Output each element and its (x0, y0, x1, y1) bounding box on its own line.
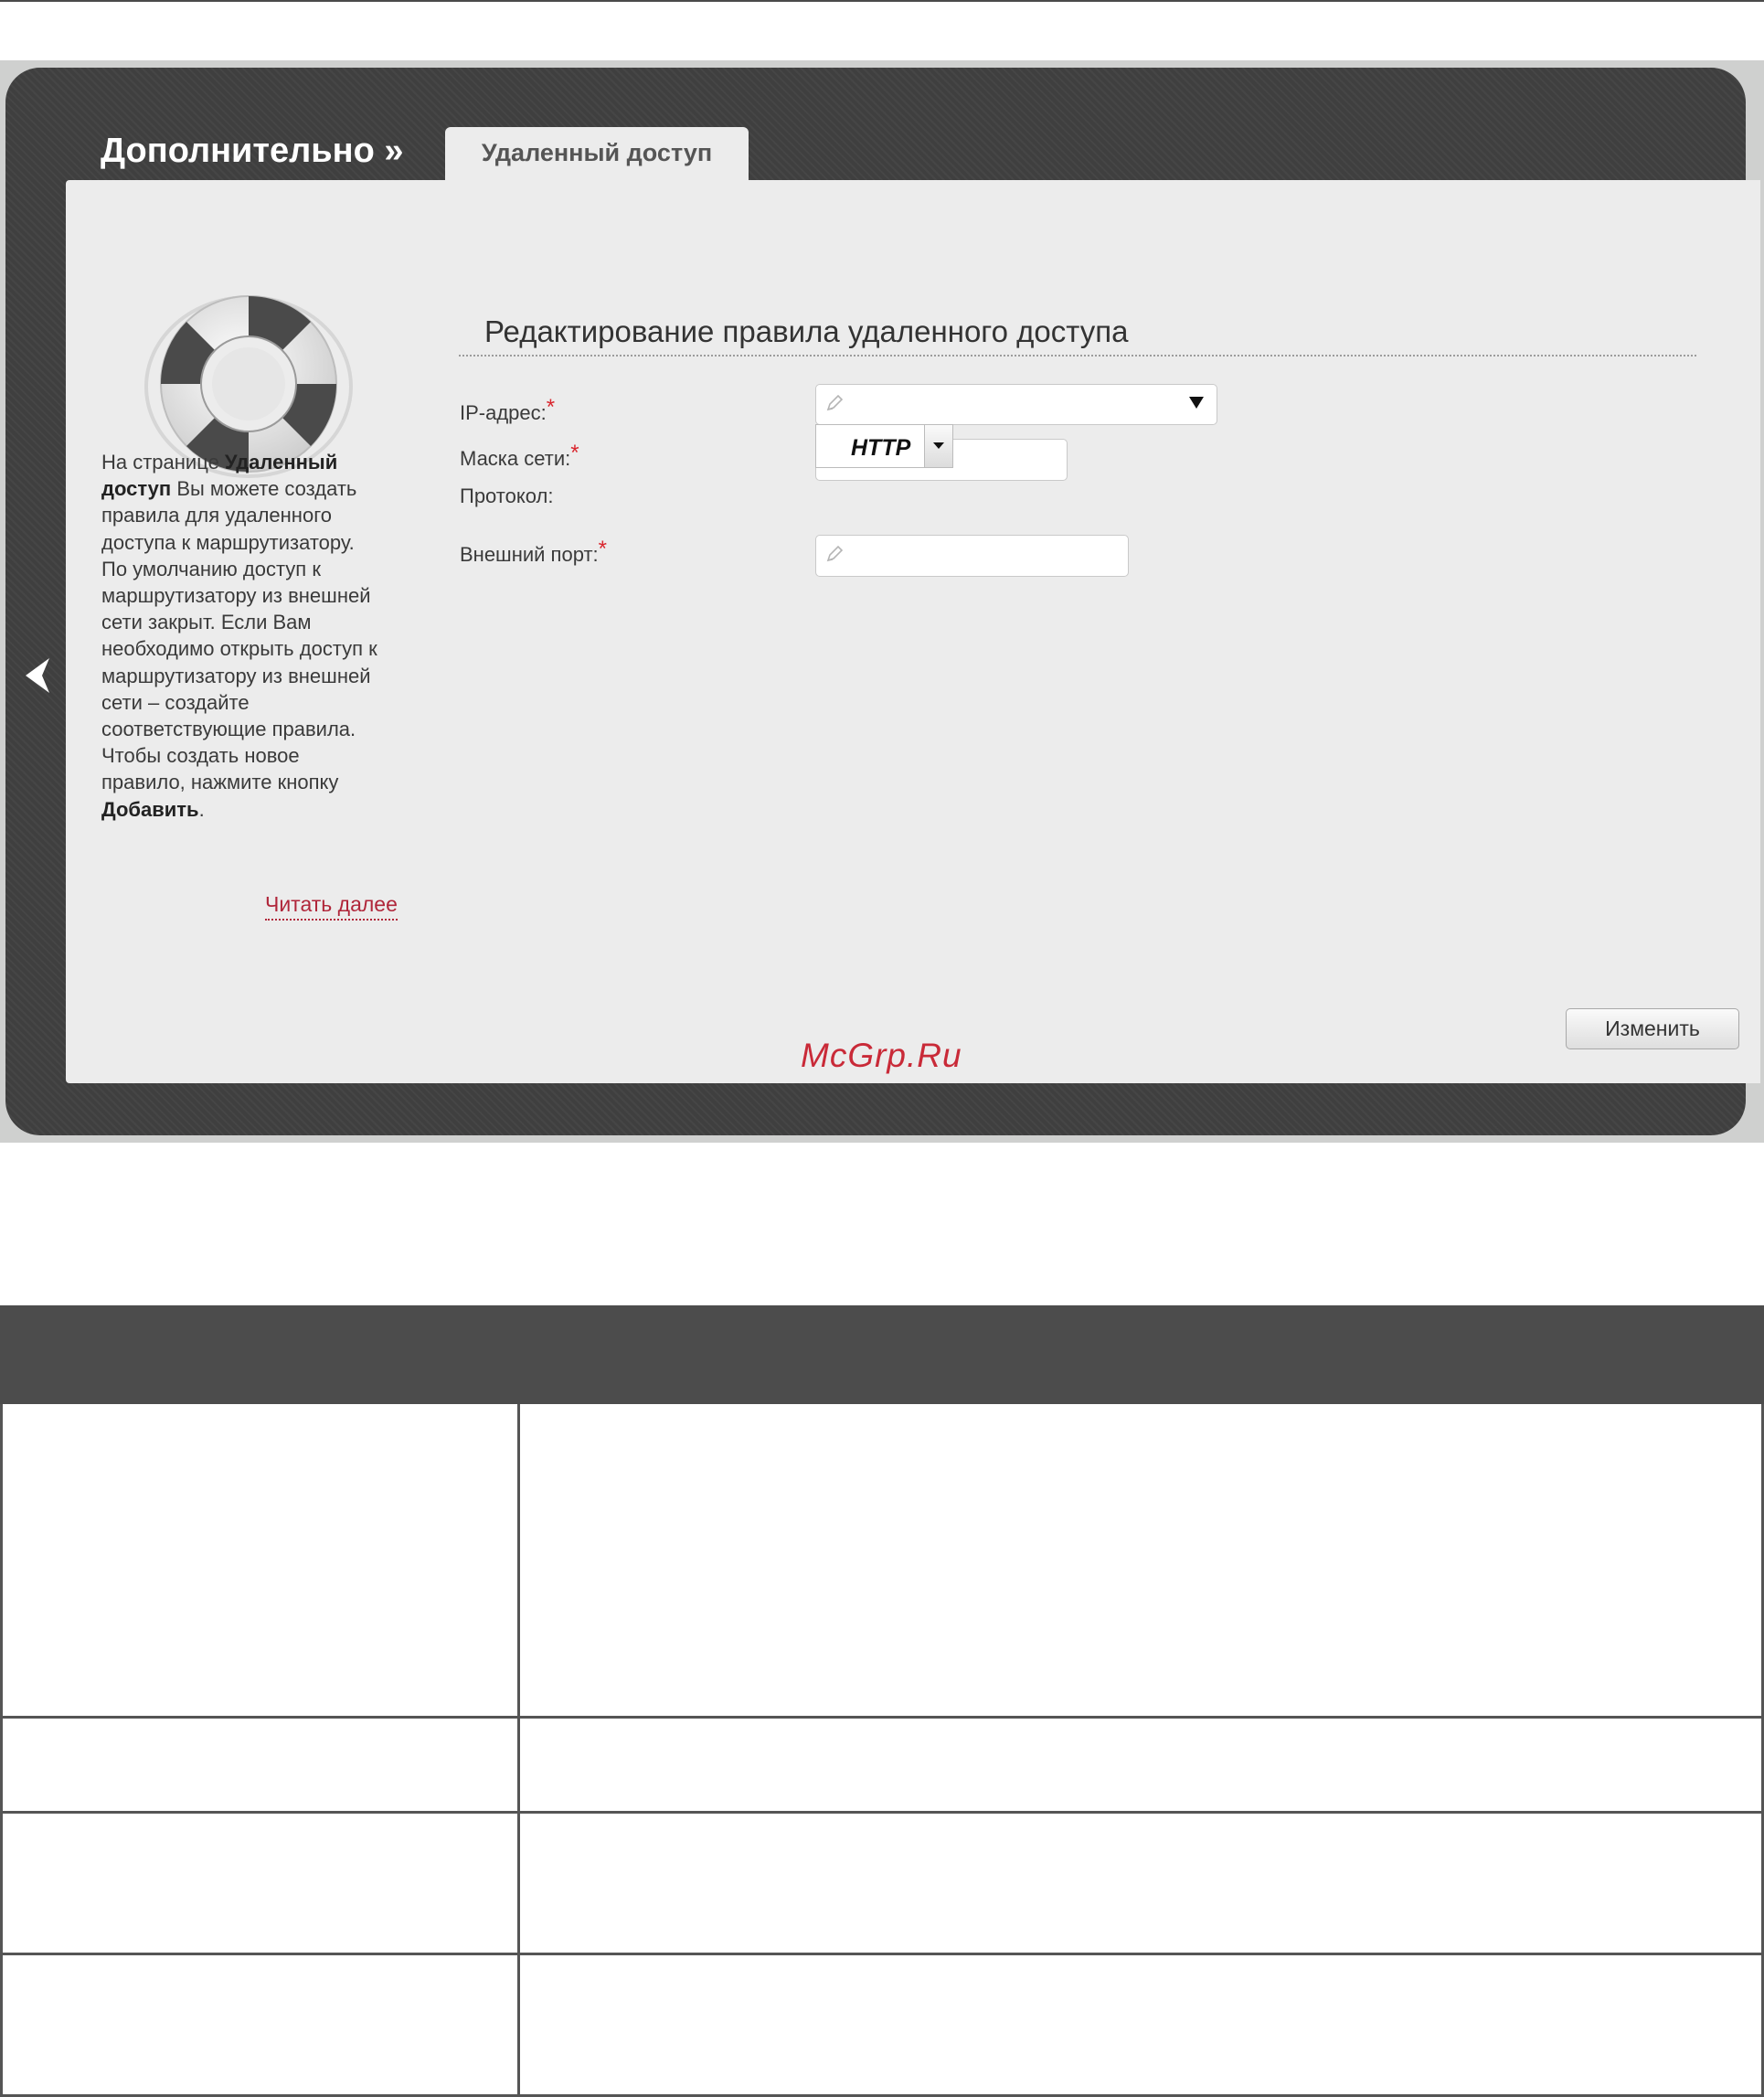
column-divider (517, 1719, 520, 1811)
mask-label (460, 441, 579, 471)
column-divider (517, 1404, 520, 1716)
column-divider (517, 1955, 520, 2094)
table-row (3, 1814, 1764, 1955)
table-header (0, 1305, 1764, 1404)
table-row (3, 1404, 1764, 1719)
top-rule (0, 0, 1764, 2)
protocol-label: Протокол: (460, 484, 554, 507)
parameter-table (0, 1404, 1764, 2097)
ip-address-combo[interactable] (815, 384, 1217, 425)
form-title: Редактирование правила удаленного доступа (484, 314, 1129, 348)
protocol-select[interactable] (815, 424, 953, 468)
help-add-button-ref: Добавить (101, 797, 199, 821)
table-row (3, 1955, 1764, 2097)
title-divider (459, 355, 1696, 357)
help-text (101, 449, 412, 823)
tab-remote-access[interactable]: Удаленный доступ (445, 127, 749, 180)
help-body: Вы можете создать правила для удаленного доступа к маршрутизатору. По умолчанию доступ к маршрутизатору из внешней сети закрыт. Если Вам необходимо открыть доступ к маршрутизатору из внешней сети – создайте соответствующие правила. Чтобы создать новое правило, нажмите кнопку (101, 477, 377, 794)
ip-label-text: IP-адрес: (460, 401, 547, 424)
column-divider (517, 1814, 520, 1953)
mask-label-text: Маска сети: (460, 447, 571, 470)
pencil-icon (824, 393, 845, 413)
ip-label (460, 395, 555, 425)
required-mark: * (546, 395, 556, 420)
port-label-text: Внешний порт: (460, 543, 599, 566)
table-row (3, 1719, 1764, 1814)
pencil-icon (824, 544, 845, 564)
help-end: . (198, 797, 205, 821)
required-mark: * (598, 537, 607, 561)
app-frame (5, 68, 1746, 1135)
router-screenshot (0, 60, 1764, 1143)
external-port-input[interactable] (815, 535, 1129, 577)
change-button[interactable]: Изменить (1566, 1008, 1739, 1049)
dropdown-caret-icon[interactable] (1187, 394, 1206, 410)
content-panel (66, 180, 1760, 1083)
breadcrumb[interactable]: Дополнительно » (101, 132, 404, 170)
read-more-link[interactable]: Читать далее (265, 892, 398, 921)
help-intro: На странице (101, 451, 225, 474)
port-label (460, 537, 607, 567)
back-arrow-icon[interactable] (22, 653, 55, 698)
dropdown-caret-icon (932, 441, 945, 450)
protocol-value: HTTP (851, 435, 911, 461)
required-mark: * (570, 441, 579, 465)
watermark: McGrp.Ru (801, 1037, 962, 1074)
protocol-dropdown-button[interactable] (924, 425, 952, 467)
help-page-name: Удаленный доступ (101, 451, 338, 501)
